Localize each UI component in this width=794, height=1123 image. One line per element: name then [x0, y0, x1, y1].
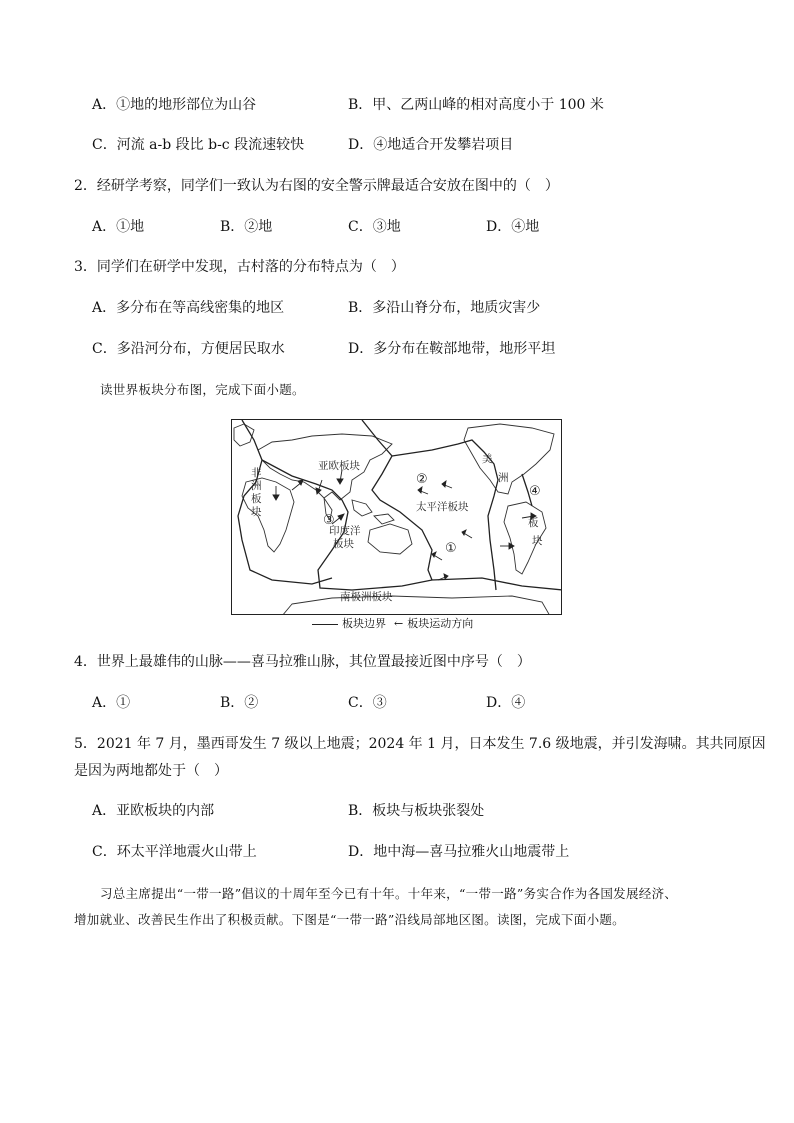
q5-option-c: C．环太平洋地震火山带上	[92, 844, 257, 860]
q5-option-b: B．板块与板块张裂处	[348, 803, 485, 819]
map-intro: 读世界板块分布图，完成下面小题。	[100, 382, 305, 397]
q1-option-c: C．河流 a-b 段比 b-c 段流速较快	[92, 137, 305, 153]
q4-option-a: A．①	[92, 695, 131, 711]
label-american-plate-4: 块	[532, 535, 543, 547]
q2-option-d: D．④地	[486, 219, 540, 235]
q2-option-c: C．③地	[348, 219, 401, 235]
label-african-plate-1: 非	[251, 467, 262, 479]
label-indian-plate-1: 印度洋	[329, 525, 361, 537]
q5-stem-line2: 是因为两地都处于（ ）	[74, 763, 228, 779]
q5-option-a: A．亚欧板块的内部	[92, 803, 215, 819]
map-marker-3: ③	[323, 513, 335, 528]
q3-stem: 3．同学们在研学中发现，古村落的分布特点为（ ）	[74, 259, 405, 275]
label-african-plate-2: 洲	[251, 480, 262, 492]
plate-map	[231, 419, 562, 615]
label-antarctic-plate: 南极洲板块	[340, 591, 393, 603]
q5-option-d: D．地中海—喜马拉雅火山地震带上	[348, 844, 570, 860]
q2-option-b: B．②地	[220, 219, 273, 235]
q3-option-d: D．多分布在鞍部地带，地形平坦	[348, 341, 556, 357]
label-indian-plate-2: 板块	[333, 538, 354, 550]
legend-arrow-icon: ←	[394, 617, 404, 630]
q5-stem-line1: 5．2021 年 7 月，墨西哥发生 7 级以上地震；2024 年 1 月，日本发生 7.6 级地震，并引发海啸。其共同原因	[74, 736, 766, 752]
q2-option-a: A．①地	[92, 219, 145, 235]
q1-option-a: A．①地的地形部位为山谷	[92, 97, 257, 113]
q4-option-c: C．③	[348, 695, 387, 711]
q1-option-d: D．④地适合开发攀岩项目	[348, 137, 514, 153]
map-marker-1: ①	[445, 541, 457, 556]
belt-road-intro-line2: 增加就业、改善民生作出了积极贡献。下图是“一带一路”沿线局部地区图。读图，完成下面小题。	[74, 912, 625, 927]
q1-option-b: B．甲、乙两山峰的相对高度小于 100 米	[348, 97, 604, 113]
q4-option-d: D．④	[486, 695, 526, 711]
legend-boundary: 板块边界	[342, 617, 386, 630]
q4-stem: 4．世界上最雄伟的山脉——喜马拉雅山脉，其位置最接近图中序号（ ）	[74, 654, 531, 670]
label-eurasian-plate: 亚欧板块	[318, 460, 360, 472]
label-american-plate-2: 洲	[498, 472, 509, 484]
map-marker-4: ④	[529, 484, 541, 499]
belt-road-intro-line1: 习总主席提出“一带一路”倡议的十周年至今已有十年。十年来，“一带一路”务实合作为各国发展经济、	[100, 886, 678, 901]
label-african-plate-4: 块	[251, 506, 262, 518]
label-pacific-plate: 太平洋板块	[416, 501, 469, 513]
label-american-plate-1: 美	[482, 453, 493, 465]
q4-option-b: B．②	[220, 695, 259, 711]
map-marker-2: ②	[416, 472, 428, 487]
q3-option-a: A．多分布在等高线密集的地区	[92, 300, 285, 316]
q3-option-c: C．多沿河分布，方便居民取水	[92, 341, 285, 357]
label-american-plate-3: 板	[528, 517, 539, 529]
map-legend	[312, 617, 473, 631]
q3-option-b: B．多沿山脊分布，地质灾害少	[348, 300, 541, 316]
label-african-plate-3: 板	[251, 493, 262, 505]
q2-stem: 2．经研学考察，同学们一致认为右图的安全警示牌最适合安放在图中的（ ）	[74, 178, 559, 194]
boundary-line-swatch	[312, 624, 338, 625]
legend-direction: 板块运动方向	[407, 617, 474, 630]
